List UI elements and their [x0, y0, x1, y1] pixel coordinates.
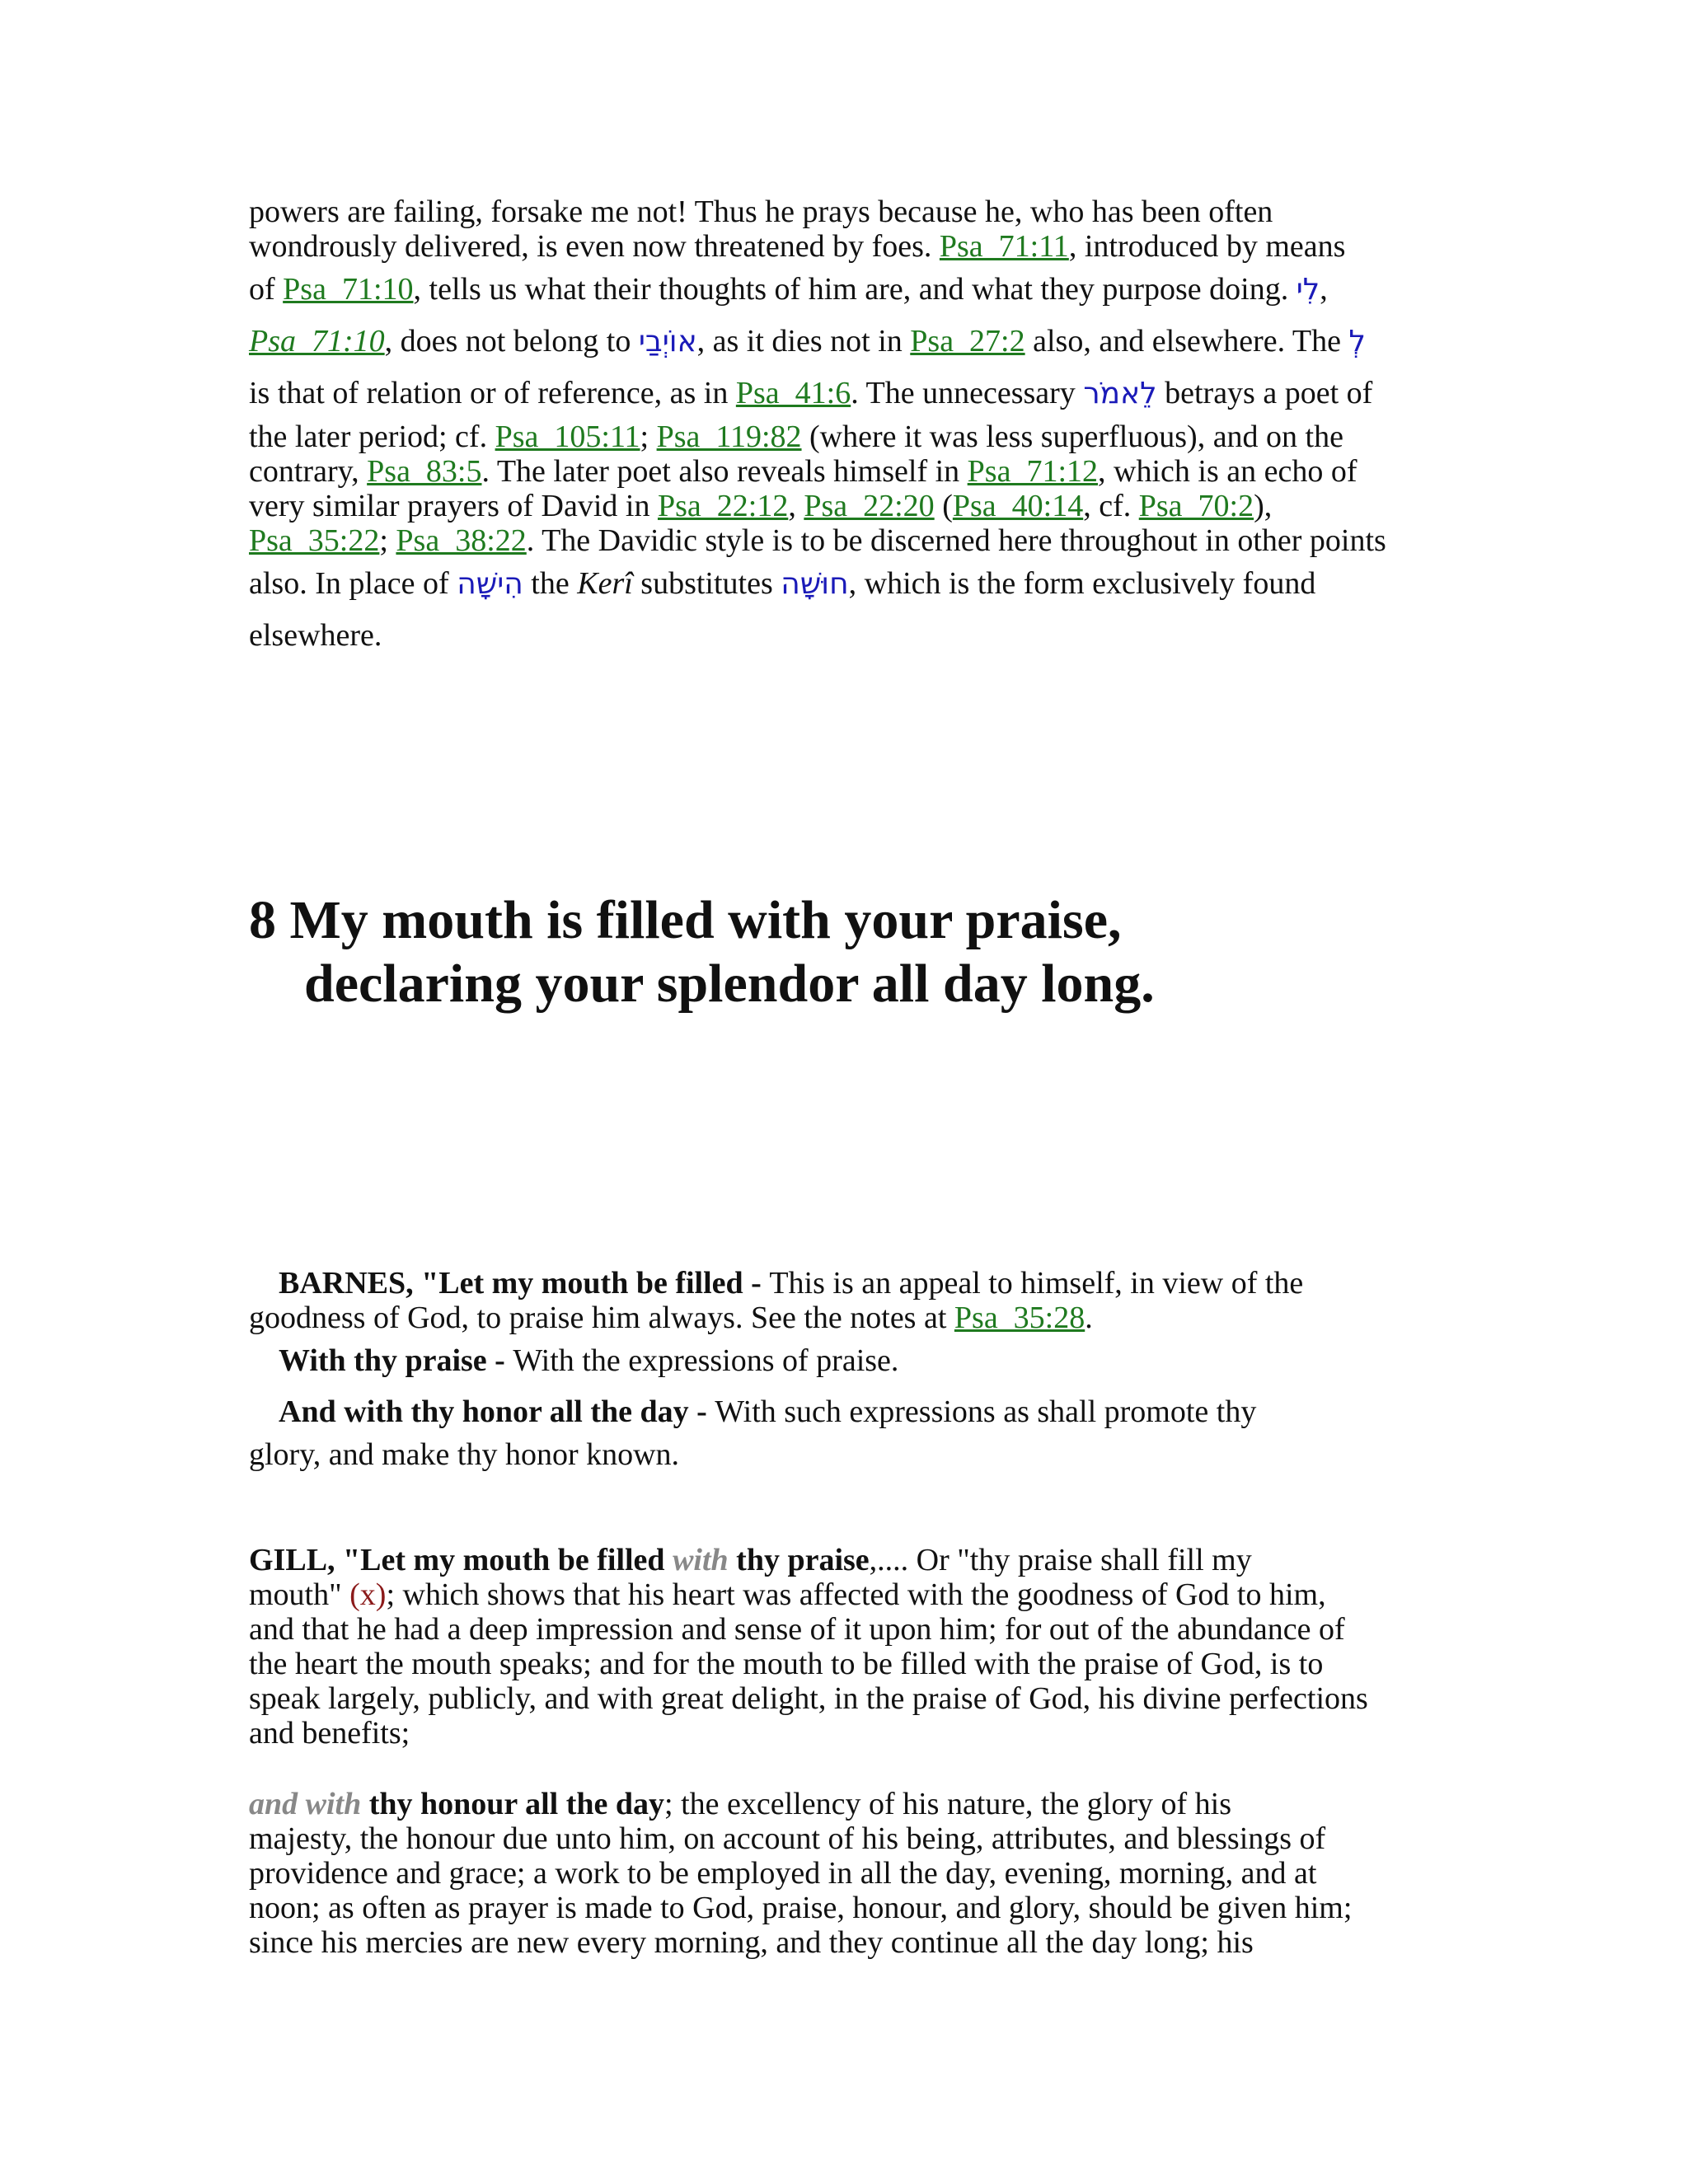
paragraph	[249, 194, 1444, 661]
text: . The later poet also reveals himself in	[481, 454, 968, 489]
commentary-label: BARNES, "Let my mouth be filled -	[279, 1266, 770, 1301]
hebrew-word: לְ	[1348, 325, 1366, 359]
scripture-link[interactable]: Psa_27:2	[910, 324, 1025, 359]
scripture-link[interactable]: Psa_70:2	[1138, 489, 1254, 523]
scripture-link[interactable]: Psa_35:22	[249, 523, 380, 558]
text: speak largely, publicly, and with great delight, in the praise of God, his divine perfections	[249, 1681, 1368, 1716]
text: . The Davidic style is to be discerned here throughout in other points	[526, 523, 1386, 558]
text: (where it was less superfluous), and on the	[801, 419, 1343, 454]
scripture-link[interactable]: Psa_22:20	[804, 489, 935, 523]
verse-line-2: declaring your splendor all day long.	[304, 954, 1155, 1014]
gill-commentary-continued	[249, 1787, 1444, 1960]
paragraph	[249, 1787, 1444, 1960]
text: substitutes	[632, 566, 781, 601]
text: With such expressions as shall promote thy	[715, 1394, 1257, 1429]
text: the	[523, 566, 578, 601]
text: the later period; cf.	[249, 419, 495, 454]
text: noon; as often as prayer is made to God, praise, honour, and glory, should be given him;	[249, 1891, 1353, 1925]
text: . The unnecessary	[851, 376, 1084, 410]
text: since his mercies are new every morning, and they continue all the day long; his	[249, 1925, 1254, 1960]
text: , does not belong to	[384, 324, 639, 359]
text: goodness of God, to praise him always. See the notes at	[249, 1301, 954, 1335]
text: ,.... Or "thy praise shall fill my	[869, 1543, 1252, 1577]
text: contrary,	[249, 454, 368, 489]
hebrew-word: אוֹיְבַי	[638, 325, 697, 359]
text: betrays a poet of	[1156, 376, 1373, 410]
text: the heart the mouth speaks; and for the mouth to be filled with the praise of God, is to	[249, 1647, 1324, 1681]
text: also. In place of	[249, 566, 457, 601]
text: and benefits;	[249, 1716, 410, 1750]
text: glory, and make thy honor known.	[249, 1437, 680, 1472]
scripture-link[interactable]: Psa_22:12	[657, 489, 789, 523]
verse-line-1: 8 My mouth is filled with your praise,	[249, 890, 1122, 950]
text: , introduced by means	[1068, 229, 1346, 264]
text: of	[249, 272, 284, 307]
italic-word: and with	[249, 1787, 362, 1821]
barnes-commentary	[249, 1266, 1444, 1472]
text: mouth"	[249, 1577, 350, 1612]
scripture-link[interactable]: Psa_41:6	[735, 376, 851, 410]
scripture-link[interactable]: Psa_38:22	[396, 523, 527, 558]
scripture-link[interactable]: Psa_71:10	[283, 272, 414, 307]
italic-word: with	[673, 1543, 729, 1577]
gill-commentary	[249, 1543, 1444, 1750]
text: is that of relation or of reference, as in	[249, 376, 736, 410]
text: providence and grace; a work to be employed in all the day, evening, morning, and at	[249, 1856, 1317, 1891]
text: , which is an echo of	[1098, 454, 1357, 489]
scripture-link[interactable]: Psa_35:28	[954, 1301, 1085, 1335]
text: ; which shows that his heart was affected with the goodness of God to him,	[386, 1577, 1326, 1612]
text: ;	[640, 419, 657, 454]
text: (	[934, 489, 953, 523]
text: wondrously delivered, is even now threatened by foes.	[249, 229, 940, 264]
text: elsewhere.	[249, 618, 382, 653]
paragraph	[249, 1543, 1444, 1750]
text: With the expressions of praise.	[513, 1343, 899, 1378]
hebrew-word: לִי	[1296, 273, 1320, 307]
text: .	[1085, 1301, 1093, 1335]
text: ,	[788, 489, 804, 523]
text: ;	[379, 523, 396, 558]
commentary-heading: thy honour all the day	[361, 1787, 665, 1821]
scripture-link[interactable]: Psa_71:11	[939, 229, 1069, 264]
scripture-link[interactable]: Psa_119:82	[656, 419, 802, 454]
text: , tells us what their thoughts of him are, and what they purpose doing.	[413, 272, 1296, 307]
footnote-marker[interactable]: (x)	[349, 1577, 387, 1612]
hebrew-word: חוּשָׁה	[781, 567, 849, 601]
hebrew-word: לֵאמֹר	[1083, 377, 1157, 410]
text: , cf.	[1083, 489, 1139, 523]
text: very similar prayers of David in	[249, 489, 658, 523]
text: majesty, the honour due unto him, on account of his being, attributes, and blessings of	[249, 1821, 1326, 1856]
text: , as it dies not in	[696, 324, 911, 359]
scripture-link[interactable]: Psa_71:10	[249, 324, 385, 359]
scripture-link[interactable]: Psa_40:14	[952, 489, 1084, 523]
commentary-heading: And with thy honor all the day -	[279, 1394, 715, 1429]
verse-heading	[249, 888, 1485, 1015]
commentary-label: GILL, "Let my mouth be filled	[249, 1543, 673, 1577]
text: This is an appeal to himself, in view of the	[769, 1266, 1304, 1301]
hebrew-word: הִישָׁה	[457, 567, 523, 601]
text: also, and elsewhere. The	[1025, 324, 1349, 359]
scripture-link[interactable]: Psa_83:5	[367, 454, 482, 489]
text: ),	[1254, 489, 1273, 523]
text: , which is the form exclusively found	[848, 566, 1316, 601]
text: and that he had a deep impression and sense of it upon him; for out of the abundance of	[249, 1612, 1345, 1647]
scripture-link[interactable]: Psa_105:11	[495, 419, 640, 454]
keri-term: Kerî	[577, 566, 633, 601]
paragraph	[249, 1266, 1444, 1472]
commentary-heading: With thy praise -	[279, 1343, 513, 1378]
delitzsch-commentary	[249, 194, 1444, 661]
text: powers are failing, forsake me not! Thus he prays because he, who has been often	[249, 194, 1273, 229]
text: ; the excellency of his nature, the glory of his	[664, 1787, 1232, 1821]
text: ,	[1320, 272, 1328, 307]
scripture-link[interactable]: Psa_71:12	[967, 454, 1099, 489]
commentary-label: thy praise	[728, 1543, 870, 1577]
